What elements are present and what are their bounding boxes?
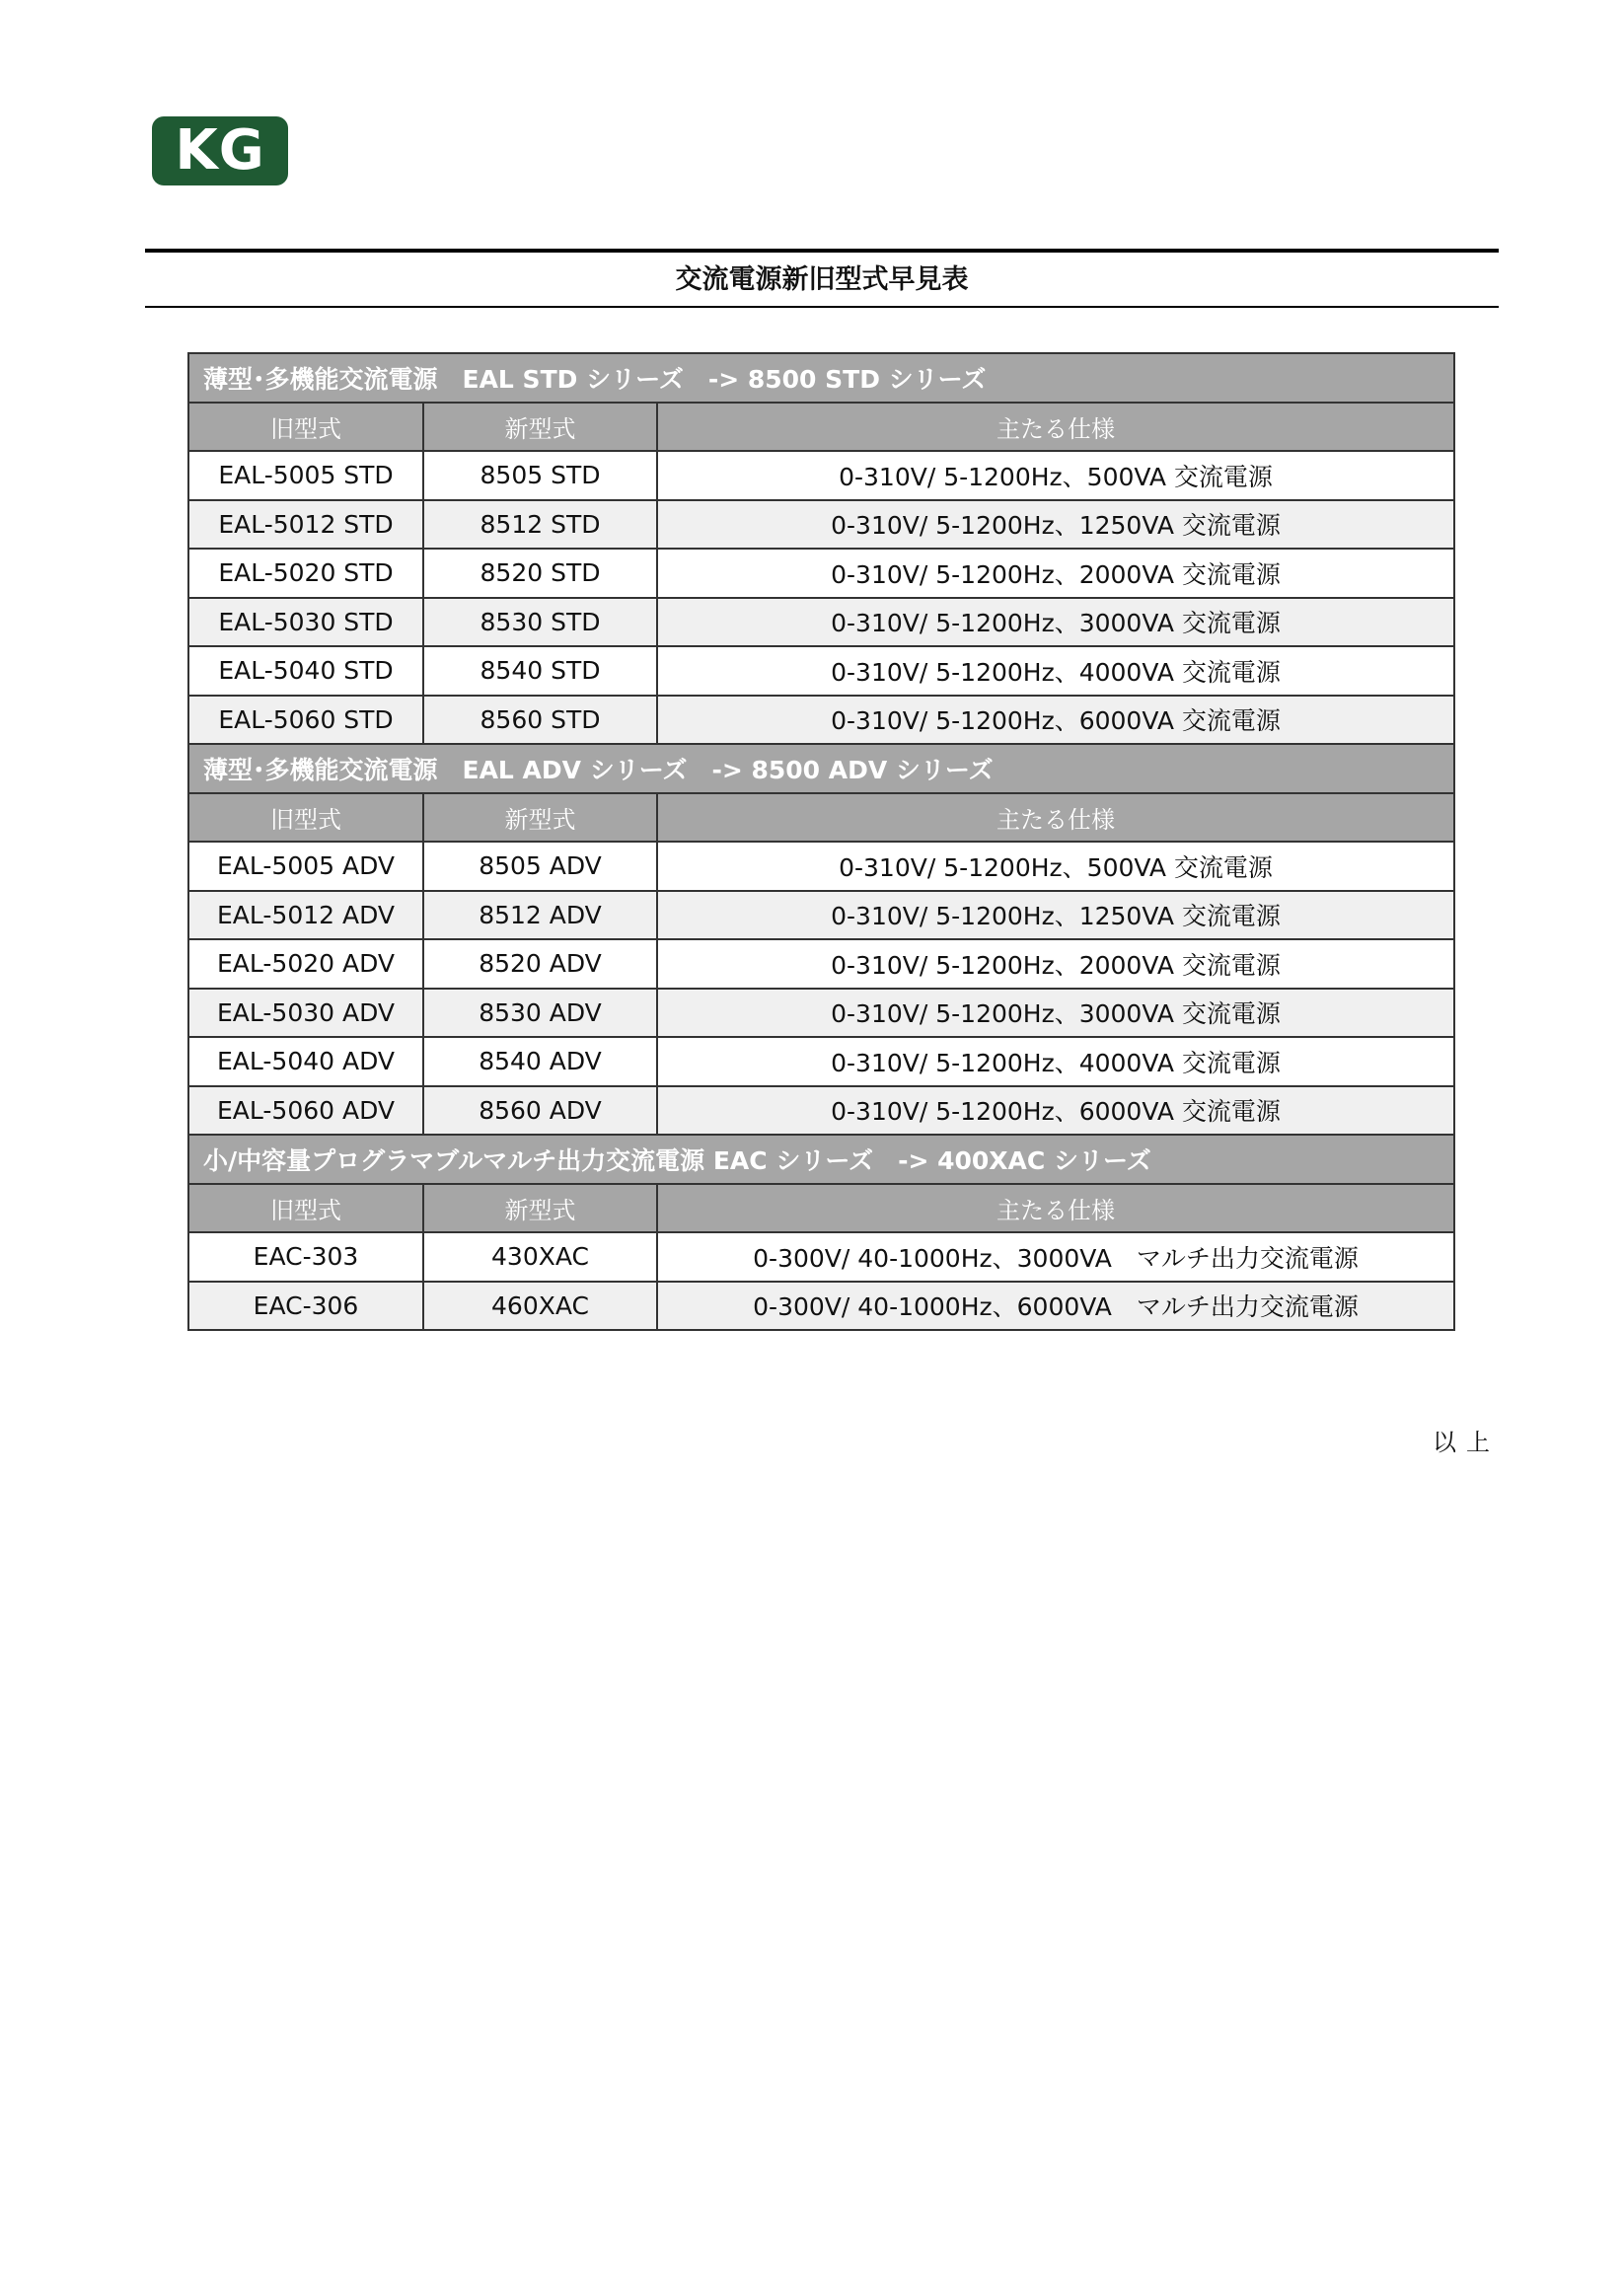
spec: 0-300V/ 40-1000Hz、3000VA マルチ出力交流電源 — [657, 1232, 1454, 1282]
table-row — [188, 939, 1454, 989]
spec: 0-310V/ 5-1200Hz、2000VA 交流電源 — [657, 939, 1454, 989]
col-new-model: 新型式 — [423, 1184, 657, 1233]
old-model: EAL-5020 STD — [188, 549, 423, 598]
column-header-row — [188, 793, 1454, 843]
col-new-model: 新型式 — [423, 793, 657, 843]
section-title: 薄型･多機能交流電源 EAL ADV シリーズ -> 8500 ADV シリーズ — [188, 744, 1454, 793]
spec: 0-310V/ 5-1200Hz、3000VA 交流電源 — [657, 598, 1454, 647]
old-model: EAL-5030 ADV — [188, 989, 423, 1038]
spec: 0-310V/ 5-1200Hz、1250VA 交流電源 — [657, 891, 1454, 940]
old-model: EAC-306 — [188, 1282, 423, 1331]
table-row — [188, 500, 1454, 550]
col-old-model: 旧型式 — [188, 403, 423, 452]
old-model: EAL-5030 STD — [188, 598, 423, 647]
column-header-row — [188, 1184, 1454, 1233]
table-row — [188, 1282, 1454, 1331]
old-model: EAL-5060 ADV — [188, 1086, 423, 1136]
old-model: EAL-5012 ADV — [188, 891, 423, 940]
old-model: EAC-303 — [188, 1232, 423, 1282]
table-row — [188, 1037, 1454, 1086]
section-title: 薄型･多機能交流電源 EAL STD シリーズ -> 8500 STD シリーズ — [188, 353, 1454, 403]
table-row — [188, 891, 1454, 940]
new-model: 8512 ADV — [423, 891, 657, 940]
new-model: 8560 STD — [423, 696, 657, 745]
table-row — [188, 1232, 1454, 1282]
table-row — [188, 989, 1454, 1038]
spec: 0-310V/ 5-1200Hz、3000VA 交流電源 — [657, 989, 1454, 1038]
spec: 0-310V/ 5-1200Hz、6000VA 交流電源 — [657, 696, 1454, 745]
new-model: 8540 ADV — [423, 1037, 657, 1086]
new-model: 8530 STD — [423, 598, 657, 647]
new-model: 8540 STD — [423, 646, 657, 696]
table-row — [188, 549, 1454, 598]
spec: 0-310V/ 5-1200Hz、2000VA 交流電源 — [657, 549, 1454, 598]
table-row — [188, 598, 1454, 647]
title-top-rule — [145, 249, 1499, 253]
old-model: EAL-5005 STD — [188, 451, 423, 500]
col-spec: 主たる仕様 — [657, 403, 1454, 452]
spec: 0-310V/ 5-1200Hz、4000VA 交流電源 — [657, 646, 1454, 696]
old-model: EAL-5040 ADV — [188, 1037, 423, 1086]
table-row — [188, 451, 1454, 500]
page-title: 交流電源新旧型式早見表 — [675, 264, 969, 295]
kg-logo: KG — [152, 116, 288, 185]
col-spec: 主たる仕様 — [657, 1184, 1454, 1233]
table-row — [188, 1086, 1454, 1136]
spec: 0-310V/ 5-1200Hz、6000VA 交流電源 — [657, 1086, 1454, 1136]
table-row — [188, 646, 1454, 696]
col-old-model: 旧型式 — [188, 1184, 423, 1233]
col-spec: 主たる仕様 — [657, 793, 1454, 843]
new-model: 8512 STD — [423, 500, 657, 550]
table-row — [188, 842, 1454, 891]
model-cross-reference-table — [187, 352, 1455, 1331]
spec: 0-310V/ 5-1200Hz、500VA 交流電源 — [657, 842, 1454, 891]
spec: 0-300V/ 40-1000Hz、6000VA マルチ出力交流電源 — [657, 1282, 1454, 1331]
old-model: EAL-5040 STD — [188, 646, 423, 696]
new-model: 8560 ADV — [423, 1086, 657, 1136]
new-model: 8505 STD — [423, 451, 657, 500]
spec: 0-310V/ 5-1200Hz、1250VA 交流電源 — [657, 500, 1454, 550]
spec: 0-310V/ 5-1200Hz、4000VA 交流電源 — [657, 1037, 1454, 1086]
closing-mark: 以上 — [1433, 1429, 1500, 1456]
old-model: EAL-5005 ADV — [188, 842, 423, 891]
spec: 0-310V/ 5-1200Hz、500VA 交流電源 — [657, 451, 1454, 500]
new-model: 8530 ADV — [423, 989, 657, 1038]
section-header-eal-std — [188, 353, 1454, 403]
new-model: 8520 STD — [423, 549, 657, 598]
section-title: 小/中容量プログラマブルマルチ出力交流電源 EAC シリーズ -> 400XAC シリーズ — [188, 1135, 1454, 1184]
new-model: 430XAC — [423, 1232, 657, 1282]
old-model: EAL-5012 STD — [188, 500, 423, 550]
section-header-eal-adv — [188, 744, 1454, 793]
old-model: EAL-5020 ADV — [188, 939, 423, 989]
table-row — [188, 696, 1454, 745]
new-model: 8505 ADV — [423, 842, 657, 891]
column-header-row — [188, 403, 1454, 452]
old-model: EAL-5060 STD — [188, 696, 423, 745]
col-old-model: 旧型式 — [188, 793, 423, 843]
new-model: 460XAC — [423, 1282, 657, 1331]
col-new-model: 新型式 — [423, 403, 657, 452]
title-bottom-rule — [145, 306, 1499, 308]
new-model: 8520 ADV — [423, 939, 657, 989]
section-header-eac — [188, 1135, 1454, 1184]
